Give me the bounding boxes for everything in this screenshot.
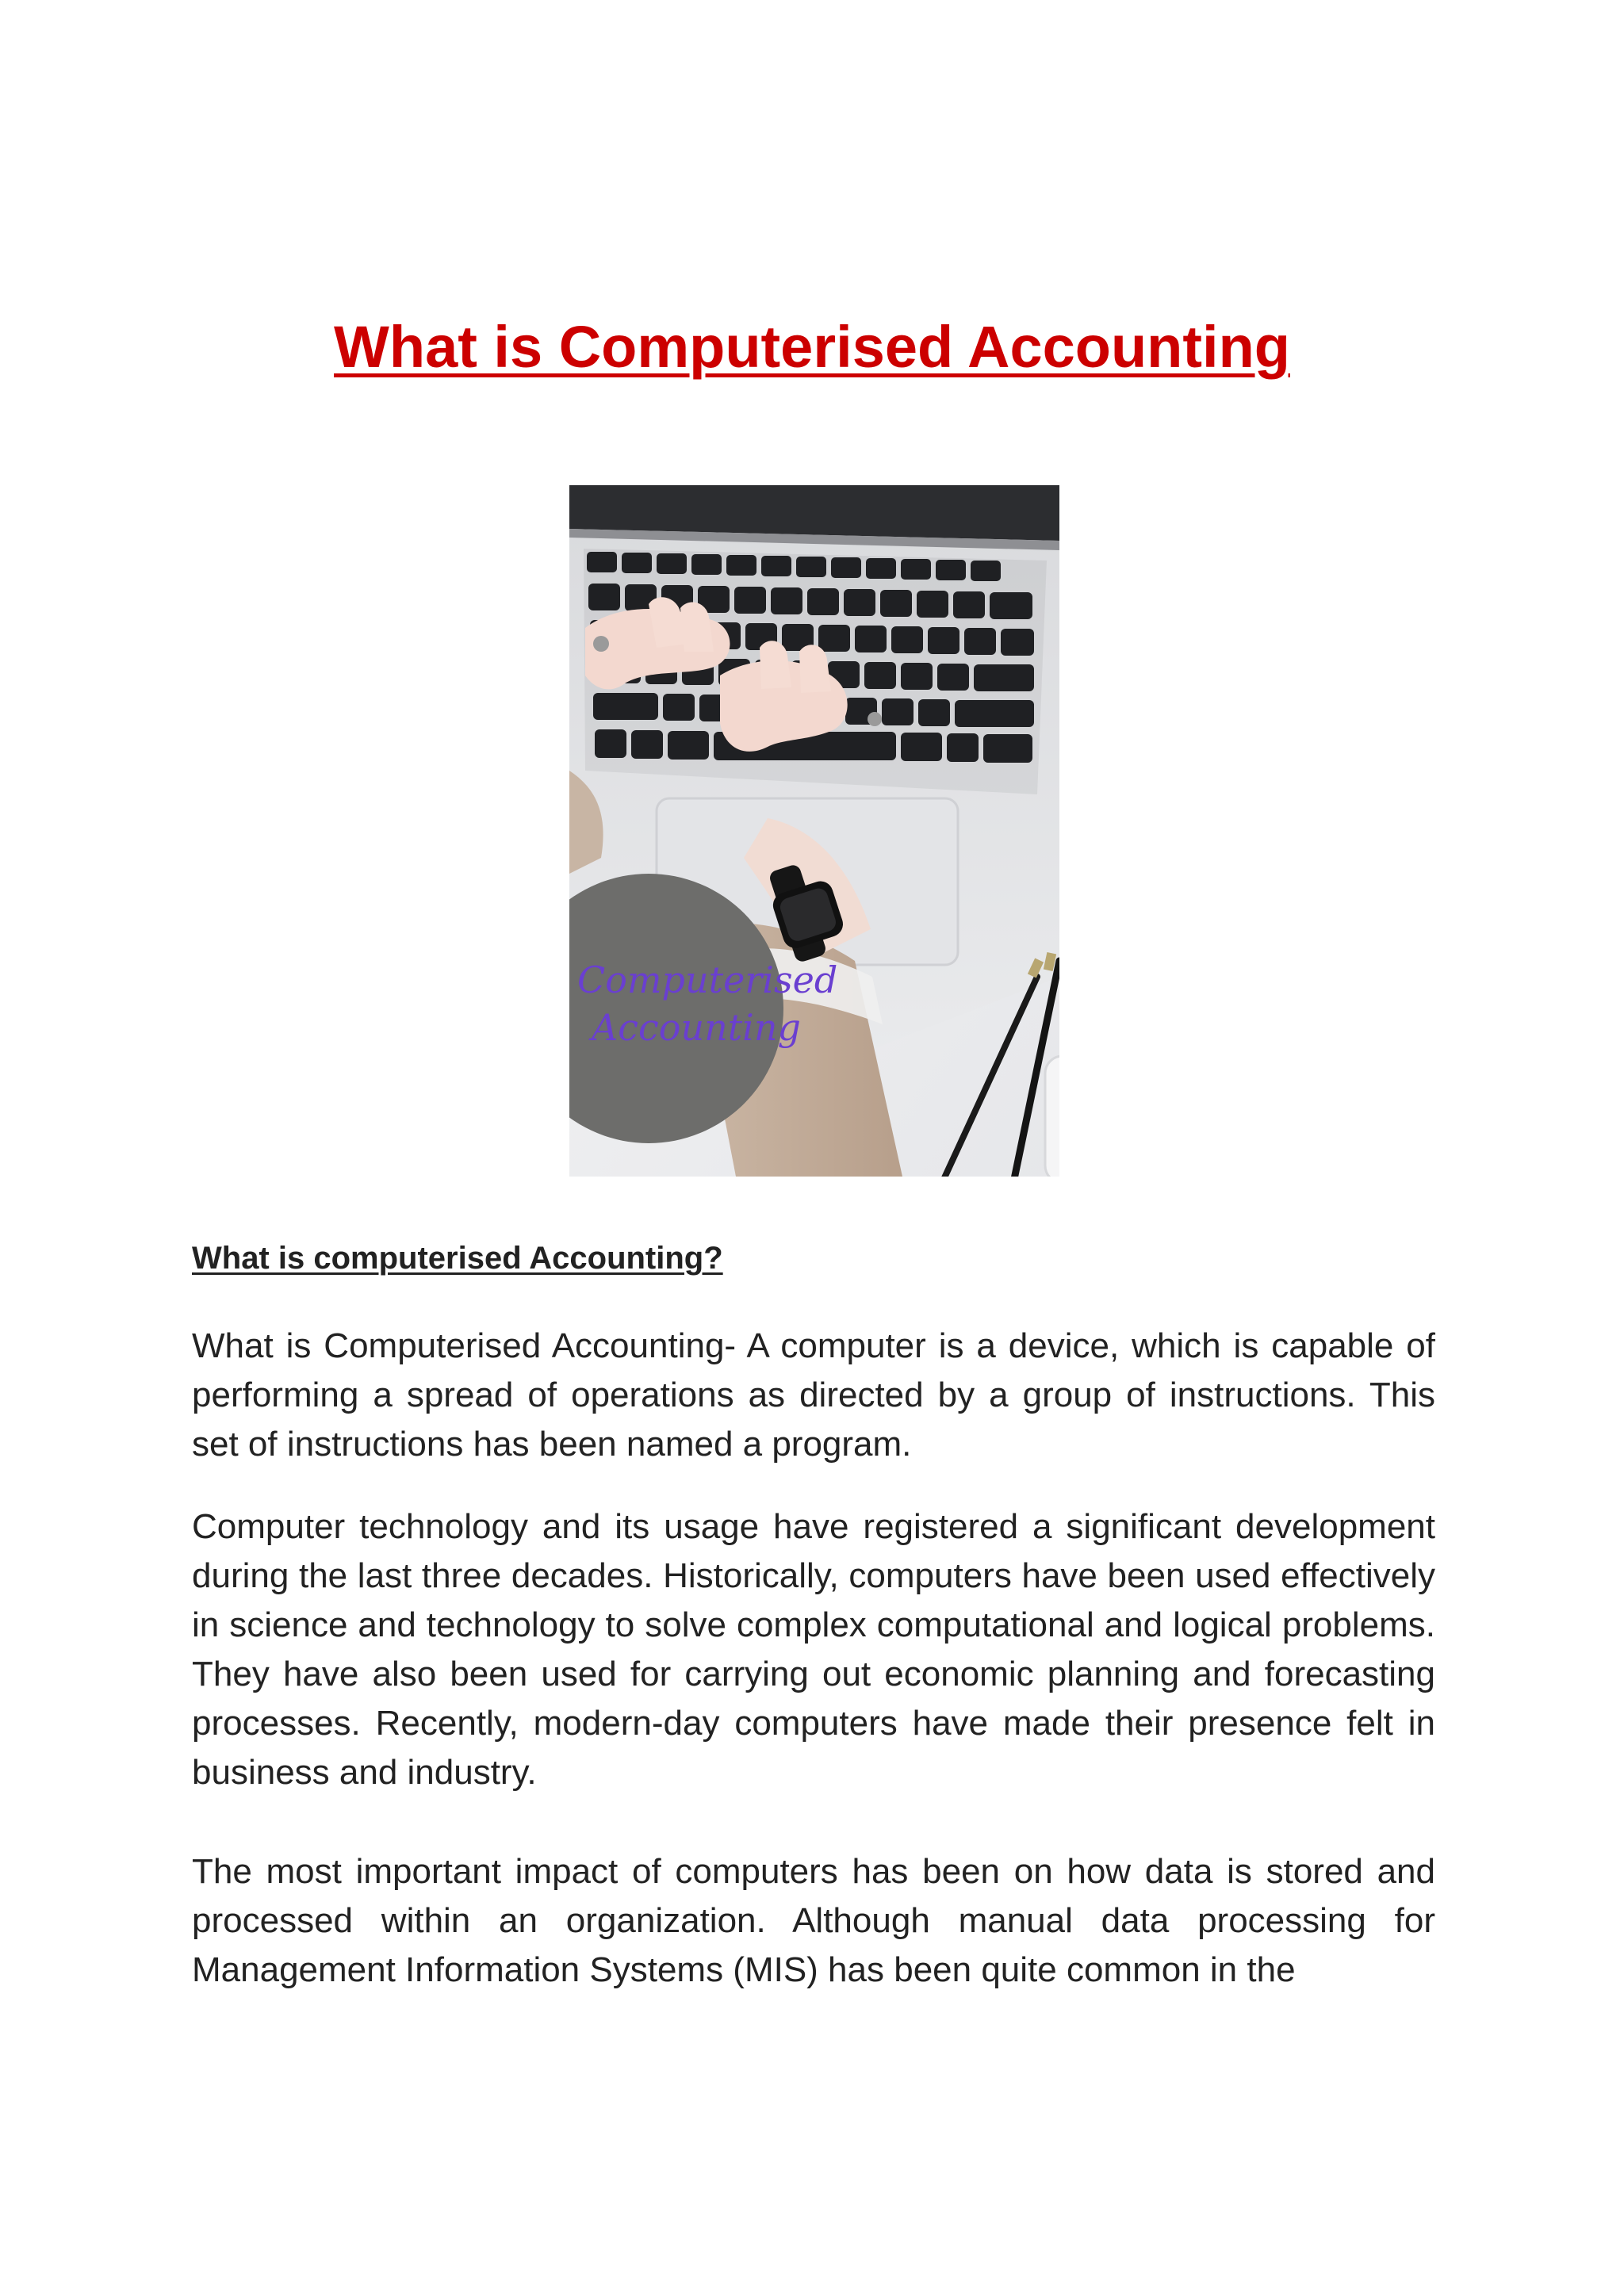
paragraph-2: Computer technology and its usage have registered a significant development during the last three decades. Historically, computers have been used effectively in science and technology to solve complex computational and logical problems. They have also been used for carrying out economic planning and forecasting processes. Recently, modern-day computers have made their presence felt in business and industry. [192, 1507, 1435, 1792]
page-title: What is Computerised Accounting [334, 314, 1290, 380]
logo-text-line1: Computerised [577, 959, 838, 1001]
phone [1045, 1056, 1059, 1177]
laptop-photo [569, 485, 1059, 1177]
section-heading: What is computerised Accounting? [192, 1241, 723, 1276]
paragraph-3: The most important impact of computers has been on how data is stored and processed within an organization. Although manual data processing for Management Information Systems (MIS) has been quite common in the [192, 1852, 1435, 1989]
logo-text-line2: Accounting [592, 1006, 801, 1049]
paragraph-1: What is Computerised Accounting- A computer is a device, which is capable of performing a spread of operations as directed by a group of instructions. This set of instructions has been named a program. [192, 1326, 1435, 1464]
hero-image [569, 485, 1059, 1177]
